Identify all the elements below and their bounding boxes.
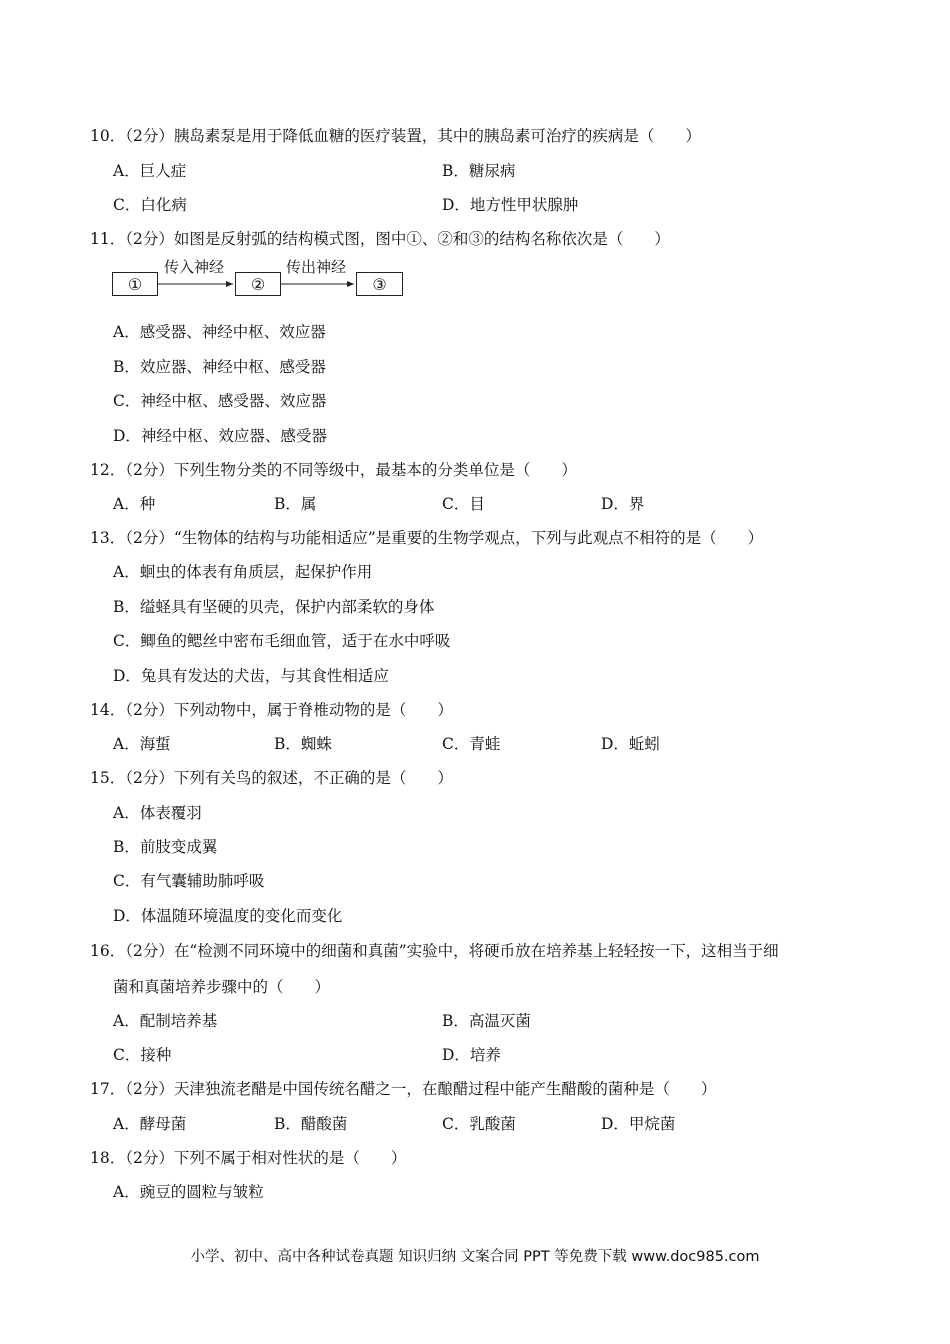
question-14-stem: 14．（2分）下列动物中，属于脊椎动物的是（ ） <box>90 701 453 719</box>
question-13-option-c: C．鲫鱼的鳃丝中密布毛细血管，适于在水中呼吸 <box>113 632 451 650</box>
afferent-nerve-label: 传入神经 <box>164 258 225 276</box>
question-15-option-b: B．前肢变成翼 <box>113 838 218 856</box>
question-13-option-a: A．蛔虫的体表有角质层，起保护作用 <box>113 563 373 581</box>
diagram-box-1: ① <box>112 272 158 296</box>
question-12-stem: 12．（2分）下列生物分类的不同等级中，最基本的分类单位是（ ） <box>90 461 577 479</box>
question-10-option-c: C．白化病 <box>113 196 187 214</box>
question-12-option-a: A．种 <box>113 495 156 513</box>
question-13-option-d: D．兔具有发达的犬齿，与其食性相适应 <box>113 667 389 685</box>
question-15-option-a: A．体表覆羽 <box>113 804 202 822</box>
question-15-option-d: D．体温随环境温度的变化而变化 <box>113 907 343 925</box>
question-14-option-d: D．蚯蚓 <box>601 735 660 753</box>
reflex-arc-diagram <box>112 258 412 302</box>
question-10-option-b: B．糖尿病 <box>442 162 516 180</box>
question-18-stem: 18．（2分）下列不属于相对性状的是（ ） <box>90 1149 407 1167</box>
question-17-option-d: D．甲烷菌 <box>601 1115 676 1133</box>
question-17-option-b: B．醋酸菌 <box>274 1115 348 1133</box>
question-14-option-a: A．海蜇 <box>113 735 171 753</box>
question-11-option-c: C．神经中枢、感受器、效应器 <box>113 392 327 410</box>
question-14-option-b: B．蜘蛛 <box>274 735 332 753</box>
question-13-stem: 13．（2分）“生物体的结构与功能相适应”是重要的生物学观点，下列与此观点不相符的是（ ） <box>90 529 764 547</box>
question-12-option-b: B．属 <box>274 495 317 513</box>
question-16-option-d: D．培养 <box>442 1046 501 1064</box>
question-15-option-c: C．有气囊辅助肺呼吸 <box>113 872 265 890</box>
question-11-option-b: B．效应器、神经中枢、感受器 <box>113 358 326 376</box>
question-14-option-c: C．青蛙 <box>442 735 501 753</box>
page-footer: 小学、初中、高中各种试卷真题 知识归纳 文案合同 PPT 等免费下载 www.doc985.com <box>190 1249 760 1265</box>
question-11-option-d: D．神经中枢、效应器、感受器 <box>113 427 327 445</box>
question-16-option-a: A．配制培养基 <box>113 1012 218 1030</box>
diagram-arrows <box>112 258 412 302</box>
question-12-option-c: C．目 <box>442 495 485 513</box>
question-12-option-d: D．界 <box>601 495 645 513</box>
diagram-box-3: ③ <box>356 272 403 296</box>
question-11-option-a: A．感受器、神经中枢、效应器 <box>113 323 326 341</box>
question-17-option-c: C．乳酸菌 <box>442 1115 516 1133</box>
question-11-stem: 11．（2分）如图是反射弧的结构模式图，图中①、②和③的结构名称依次是（ ） <box>90 230 670 248</box>
question-16-option-c: C．接种 <box>113 1046 172 1064</box>
question-16-option-b: B．高温灭菌 <box>442 1012 531 1030</box>
question-10-option-d: D．地方性甲状腺肿 <box>442 196 579 214</box>
question-18-option-a: A．豌豆的圆粒与皱粒 <box>113 1183 264 1201</box>
question-17-option-a: A．酵母菌 <box>113 1115 187 1133</box>
question-10-option-a: A．巨人症 <box>113 162 187 180</box>
question-10-stem: 10．（2分）胰岛素泵是用于降低血糖的医疗装置，其中的胰岛素可治疗的疾病是（ ） <box>90 127 701 145</box>
question-13-option-b: B．缢蛏具有坚硬的贝壳，保护内部柔软的身体 <box>113 598 435 616</box>
question-15-stem: 15．（2分）下列有关鸟的叙述，不正确的是（ ） <box>90 769 453 787</box>
question-16-stem-continued: 菌和真菌培养步骤中的（ ） <box>113 978 331 996</box>
question-17-stem: 17．（2分）天津独流老醋是中国传统名醋之一，在酿醋过程中能产生醋酸的菌种是（ ） <box>90 1080 717 1098</box>
question-16-stem: 16．（2分）在“检测不同环境中的细菌和真菌”实验中，将硬币放在培养基上轻轻按一下，这相当于细 <box>90 942 779 960</box>
efferent-nerve-label: 传出神经 <box>286 258 347 276</box>
diagram-box-2: ② <box>235 272 281 296</box>
